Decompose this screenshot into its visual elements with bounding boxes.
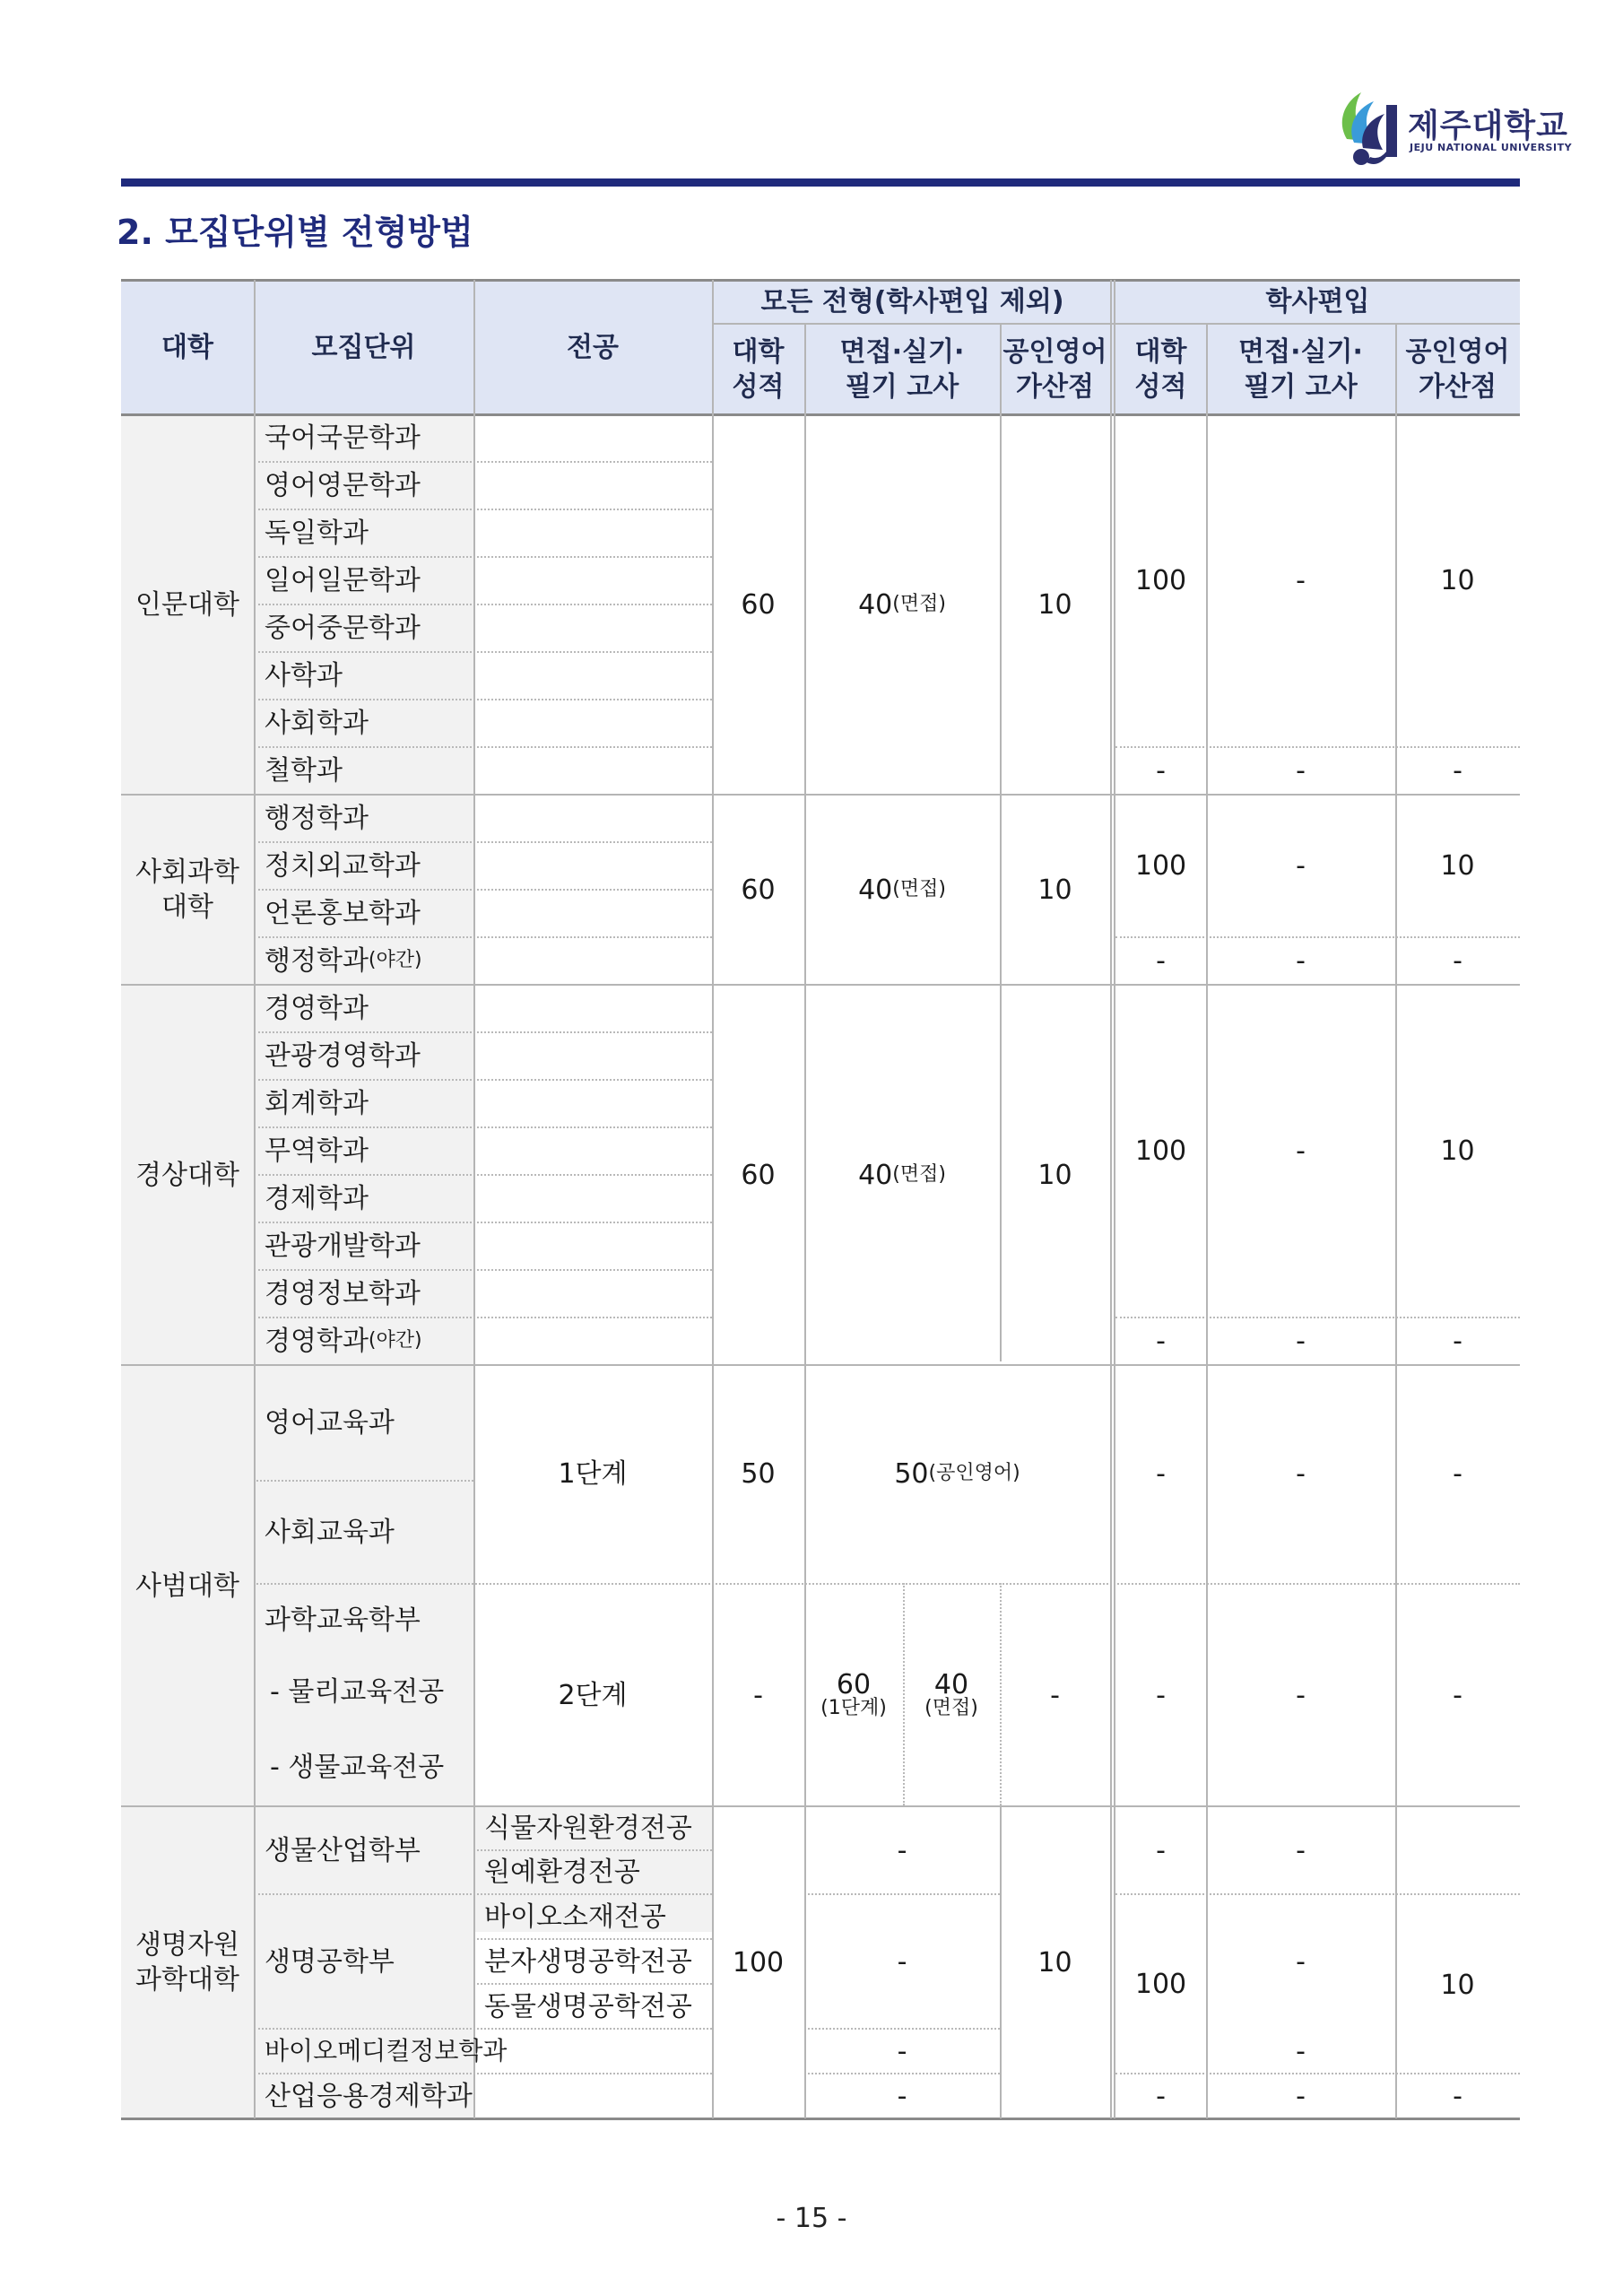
header-eng [1000, 325, 1110, 414]
transfer-grade: 100 [1134, 850, 1187, 882]
unit-item: 사회학과 [265, 708, 369, 739]
unit-item: 생명공학부 [265, 1945, 395, 1978]
transfer-eng: 10 [1440, 1969, 1475, 2001]
transfer-grade: - [1156, 1834, 1166, 1866]
unit-item: 국어국문학과 [265, 422, 421, 454]
header-eng-line2: 가산점 [1016, 371, 1094, 403]
university-name-en: JEJU NATIONAL UNIVERSITY [1410, 142, 1573, 153]
exam-score [804, 1365, 1110, 1583]
unit-item: 바이오메디컬정보학과 [265, 2035, 508, 2066]
transfer-grade: 100 [1134, 1968, 1187, 2000]
exam-score: - [897, 2035, 907, 2067]
header-t-exam-line2: 필기 고사 [1244, 371, 1358, 403]
exam-value: 50 [894, 1458, 929, 1490]
transfer-grade: - [1156, 1679, 1166, 1711]
unit-item: 무역학과 [265, 1135, 369, 1167]
header-group-transfer: 학사편입 [1265, 285, 1370, 317]
unit-item: 중어중문학과 [265, 613, 421, 644]
eng-bonus: 10 [1037, 588, 1072, 621]
transfer-exam: - [1296, 850, 1306, 882]
transfer-grade: - [1156, 2080, 1166, 2112]
college-life-sciences [121, 1806, 254, 2118]
header-grade [712, 325, 804, 414]
unit-item: 언론홍보학과 [265, 898, 421, 929]
unit-item: 영어영문학과 [265, 470, 421, 501]
header-unit: 모집단위 [311, 331, 416, 363]
exam-note: (면접) [892, 592, 946, 615]
exam-note: (면접) [892, 1162, 946, 1186]
college-humanities: 인문대학 [135, 588, 239, 621]
header-grade-line2: 성적 [732, 371, 785, 403]
eng-bonus: 10 [1037, 1946, 1072, 1979]
major-item: 식물자원환경전공 [484, 1813, 692, 1844]
exam-score: - [897, 2080, 907, 2112]
header-t-eng-line1: 공인영어 [1405, 336, 1510, 368]
eng-bonus: 10 [1037, 874, 1072, 906]
transfer-exam: - [1296, 565, 1306, 596]
unit-item: 관광경영학과 [265, 1040, 421, 1072]
college-line2: 과학대학 [135, 1964, 239, 1996]
exam-value: 40 [858, 588, 893, 621]
exam-value: 40 [858, 874, 893, 906]
transfer-grade: 100 [1134, 1135, 1187, 1167]
college-line2: 대학 [161, 891, 213, 923]
exam-score: - [897, 1834, 907, 1866]
unit-item: 일어일문학과 [265, 565, 421, 596]
header-t-grade [1115, 325, 1206, 414]
header-exam [804, 325, 1000, 414]
unit-item: 관광개발학과 [265, 1231, 421, 1262]
college-education: 사범대학 [135, 1570, 239, 1602]
unit-item: 철학과 [265, 755, 343, 787]
unit-item: 과학교육학부 [265, 1604, 421, 1636]
transfer-grade: - [1156, 1458, 1166, 1490]
exam-score [804, 795, 1000, 985]
unit-item: 산업응용경제학과 [265, 2080, 473, 2112]
header-eng-line1: 공인영어 [1002, 336, 1107, 368]
eng-bonus: - [1050, 1679, 1060, 1711]
transfer-exam: - [1296, 1679, 1306, 1711]
grade-score: 50 [741, 1458, 776, 1490]
transfer-eng: - [1453, 1679, 1462, 1711]
unit-item: 생물산업학부 [265, 1834, 421, 1866]
unit-label: 경영학과 [265, 1326, 369, 1357]
transfer-eng: - [1453, 945, 1462, 977]
college-line1: 사회과학 [135, 857, 239, 888]
header-major: 전공 [567, 331, 619, 363]
unit-item: 경제학과 [265, 1183, 369, 1214]
page-number: - 15 - [776, 2203, 847, 2234]
unit-item: 독일학과 [265, 517, 369, 549]
header-college: 대학 [161, 331, 213, 363]
header-t-grade-line1: 대학 [1134, 336, 1187, 368]
transfer-exam: - [1296, 1326, 1306, 1357]
transfer-exam: - [1296, 2035, 1306, 2067]
transfer-exam: - [1296, 1945, 1306, 1978]
transfer-eng: - [1453, 1458, 1462, 1490]
exam-value: 40 [933, 1669, 969, 1700]
transfer-grade: - [1156, 1326, 1166, 1357]
exam-note: (면접) [892, 877, 946, 900]
college-business: 경상대학 [135, 1159, 239, 1191]
unit-item: 영어교육과 [265, 1406, 395, 1439]
exam-score [804, 985, 1000, 1365]
unit-item: 회계학과 [265, 1088, 369, 1119]
header-grade-line1: 대학 [732, 336, 785, 368]
transfer-eng: - [1453, 2080, 1462, 2112]
college-social-sciences [121, 795, 254, 985]
transfer-grade: 100 [1134, 565, 1187, 596]
transfer-exam: - [1296, 755, 1306, 787]
major-item: 원예환경전공 [484, 1857, 640, 1888]
unit-item [254, 1318, 473, 1365]
header-t-exam-line1: 면접·실기· [1238, 336, 1363, 368]
transfer-exam: - [1296, 2080, 1306, 2112]
stage-label: 1단계 [558, 1458, 628, 1490]
unit-item: - 생물교육전공 [270, 1751, 445, 1783]
transfer-eng: 10 [1440, 850, 1475, 882]
header-exam-line2: 필기 고사 [845, 371, 959, 403]
exam-note: (공인영어) [928, 1462, 1020, 1485]
eng-bonus: 10 [1037, 1159, 1072, 1191]
unit-item [254, 937, 473, 985]
exam-stage1 [804, 1584, 903, 1806]
night-note: (야간) [368, 949, 422, 972]
header-exam-line1: 면접·실기· [839, 336, 965, 368]
stage-label: 2단계 [558, 1679, 628, 1711]
transfer-exam: - [1296, 1458, 1306, 1490]
exam-score [804, 414, 1000, 795]
exam-interview [903, 1584, 1000, 1806]
header-group-all: 모든 전형(학사편입 제외) [760, 285, 1064, 317]
unit-item: 사학과 [265, 660, 343, 691]
exam-note: (1단계) [820, 1697, 887, 1719]
transfer-grade: - [1156, 755, 1166, 787]
section-title: 2. 모집단위별 전형방법 [117, 213, 473, 252]
exam-score: - [897, 1945, 907, 1978]
unit-item: 행정학과 [265, 803, 369, 834]
transfer-grade: - [1156, 945, 1166, 977]
transfer-eng: 10 [1440, 1135, 1475, 1167]
major-item: 동물생명공학전공 [484, 1990, 692, 2022]
unit-item: 경영정보학과 [265, 1278, 421, 1309]
night-note: (야간) [368, 1329, 422, 1352]
transfer-eng: - [1453, 755, 1462, 787]
transfer-exam: - [1296, 1135, 1306, 1167]
grade-score: 60 [741, 1159, 776, 1191]
header-t-eng [1395, 325, 1520, 414]
transfer-eng: - [1453, 1326, 1462, 1357]
header-t-eng-line2: 가산점 [1419, 371, 1497, 403]
header-t-grade-line2: 성적 [1134, 371, 1187, 403]
grade-score: 100 [732, 1946, 785, 1979]
header-t-exam [1206, 325, 1395, 414]
unit-item: 사회교육과 [265, 1516, 395, 1548]
grade-score: 60 [741, 874, 776, 906]
unit-item: 정치외교학과 [265, 850, 421, 882]
unit-item: - 물리교육전공 [270, 1675, 445, 1708]
major-item: 바이오소재전공 [484, 1900, 666, 1933]
grade-score: - [753, 1679, 763, 1711]
university-name-ko: 제주대학교 [1408, 108, 1568, 144]
college-line1: 생명자원 [135, 1929, 239, 1961]
unit-item: 경영학과 [265, 993, 369, 1024]
exam-value: 40 [858, 1159, 893, 1191]
exam-value: 60 [836, 1669, 872, 1700]
major-item: 분자생명공학전공 [484, 1945, 692, 1978]
exam-note: (면접) [924, 1697, 978, 1719]
transfer-exam: - [1296, 945, 1306, 977]
unit-label: 행정학과 [265, 945, 369, 977]
grade-score: 60 [741, 588, 776, 621]
transfer-exam: - [1296, 1834, 1306, 1866]
transfer-eng: 10 [1440, 565, 1475, 596]
